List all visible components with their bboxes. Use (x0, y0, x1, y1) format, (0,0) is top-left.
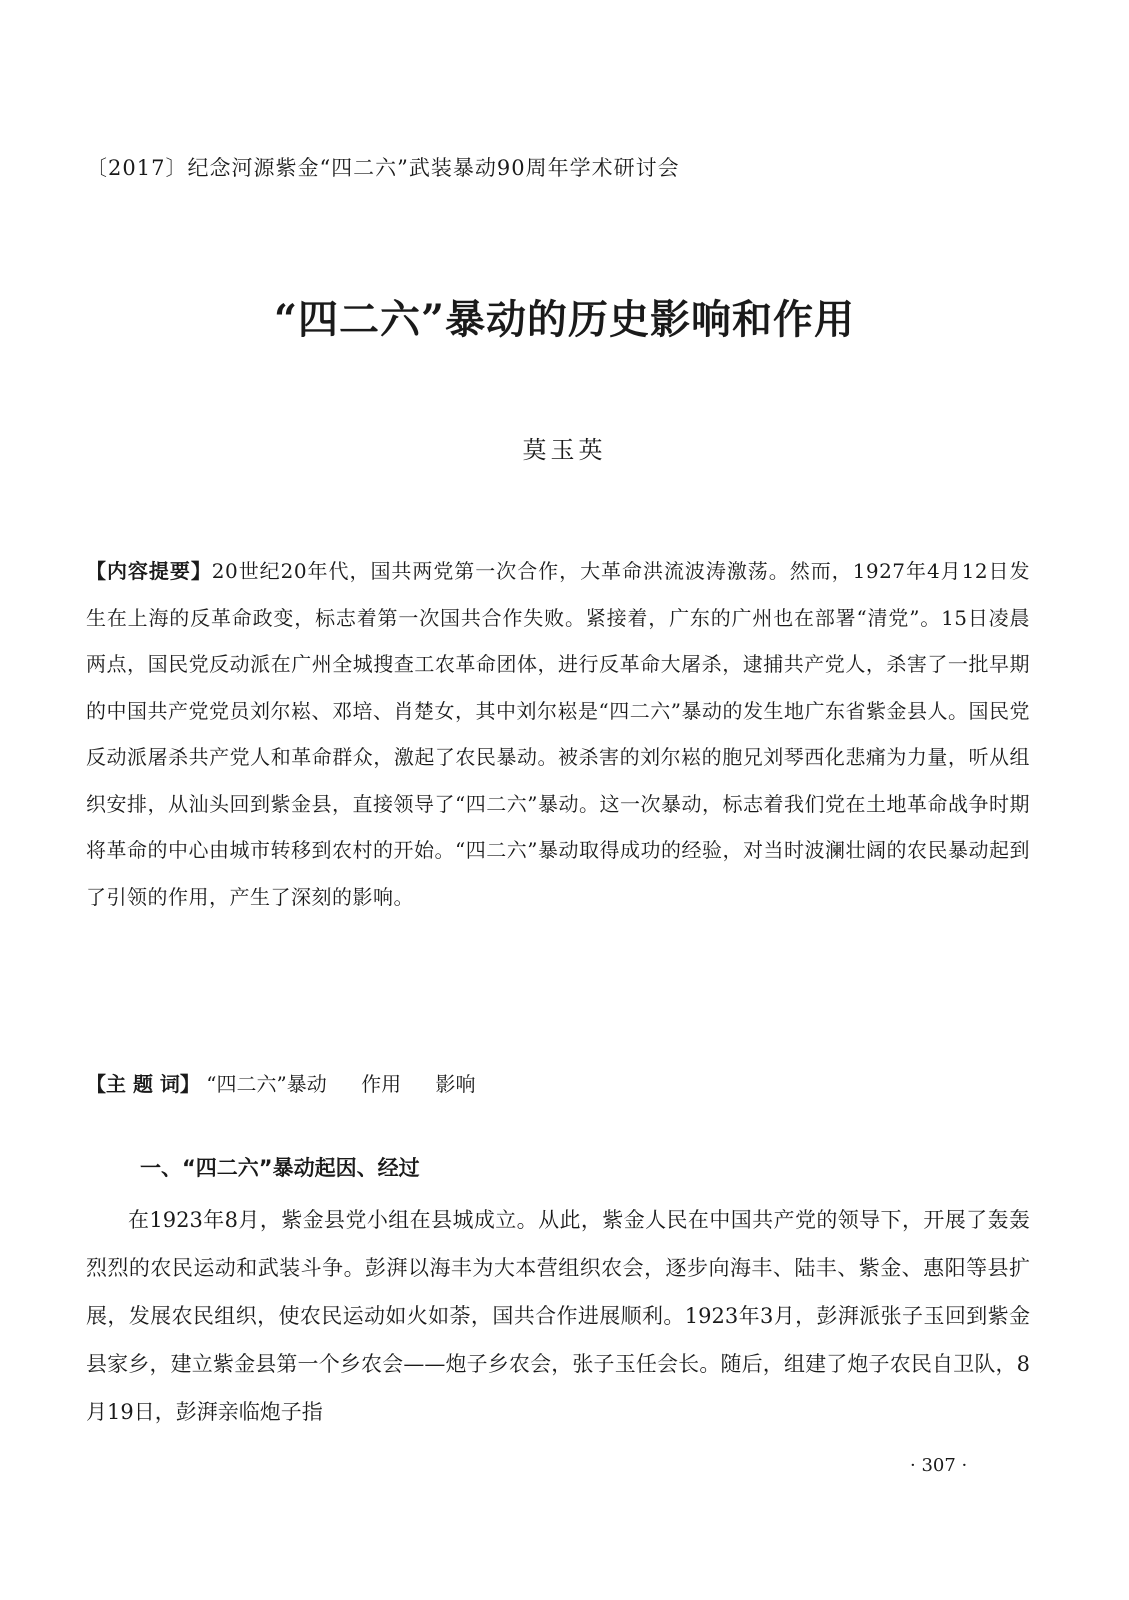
keywords (86, 1068, 503, 1097)
section-heading: 一、“四二六”暴动起因、经过 (140, 1156, 420, 1180)
page-number: · 307 · (910, 1455, 968, 1476)
abstract-label: 【内容提要】 (86, 559, 212, 583)
keywords-label: 【主 题 词】 (86, 1072, 200, 1096)
article-title: “四二六”暴动的历史影响和作用 (273, 296, 855, 343)
running-header: 〔2017〕纪念河源紫金“四二六”武装暴动90周年学术研讨会 (86, 156, 680, 180)
keyword-1: “四二六”暴动 (206, 1072, 327, 1096)
abstract-text: 20世纪20年代，国共两党第一次合作，大革命洪流波涛激荡。然而，1927年4月12日发生在上海的反革命政变，标志着第一次国共合作失败。紧接着，广东的广州也在部署“清党”。15日凌晨两点，国民党反动派在广州全城搜查工农革命团体，进行反革命大屠杀，逮捕共产党人，杀害了一批早期的中国共产党党员刘尔崧、邓培、肖楚女，其中刘尔崧是“四二六”暴动的发生地广东省紫金县人。国民党反动派屠杀共产党人和革命群众，激起了农民暴动。被杀害的刘尔崧的胞兄刘琴西化悲痛为力量，听从组织安排，从汕头回到紫金县，直接领导了“四二六”暴动。这一次暴动，标志着我们党在土地革命战争时期将革命的中心由城市转移到农村的开始。“四二六”暴动取得成功的经验，对当时波澜壮阔的农民暴动起到了引领的作用，产生了深刻的影响。 (86, 559, 1030, 909)
author-name: 莫玉英 (522, 436, 607, 464)
keyword-3: 影响 (435, 1072, 476, 1096)
keyword-2: 作用 (361, 1072, 402, 1096)
abstract (86, 548, 1030, 920)
body-paragraph: 在1923年8月，紫金县党小组在县城成立。从此，紫金人民在中国共产党的领导下，开展了轰轰烈烈的农民运动和武装斗争。彭湃以海丰为大本营组织农会，逐步向海丰、陆丰、紫金、惠阳等县扩展，发展农民组织，使农民运动如火如荼，国共合作进展顺利。1923年3月，彭湃派张子玉回到紫金县家乡，建立紫金县第一个乡农会——炮子乡农会，张子玉任会长。随后，组建了炮子农民自卫队，8月19日，彭湃亲临炮子指 (86, 1208, 1030, 1424)
